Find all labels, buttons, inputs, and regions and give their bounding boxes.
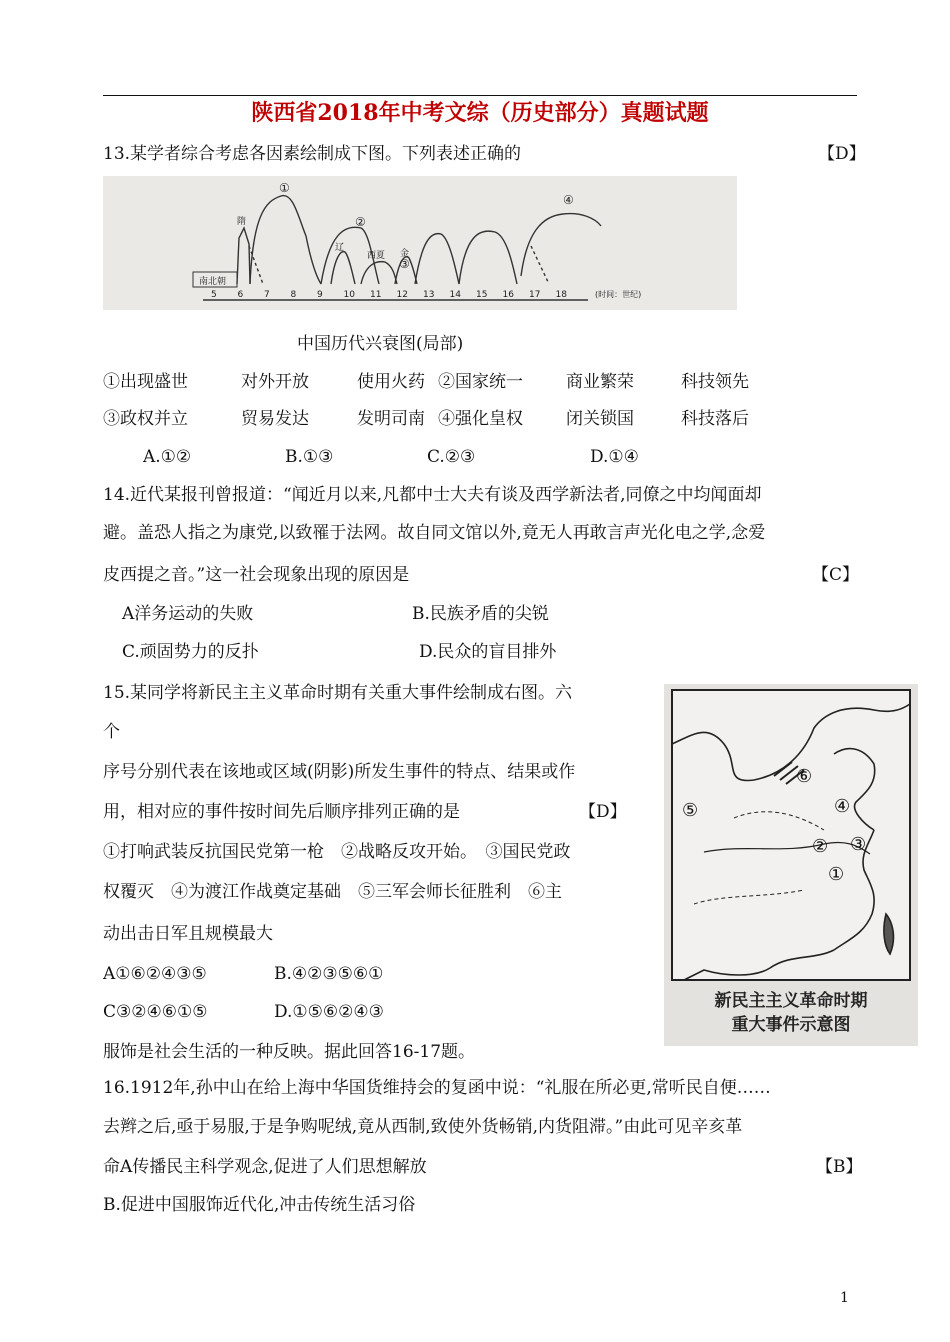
q14-option-b: B.民族矛盾的尖锐 xyxy=(412,604,549,624)
map-marker-1: ① xyxy=(828,864,845,885)
marker-1: ① xyxy=(279,181,290,195)
tang-curve xyxy=(250,196,321,284)
tick-label: 7 xyxy=(264,290,270,300)
page-number: 1 xyxy=(840,1290,849,1306)
q13-option-c: C.②③ xyxy=(427,447,476,467)
tick-label: 5 xyxy=(211,290,217,300)
tick-label: 11 xyxy=(370,290,382,300)
q14-line-1: 14.近代某报刊曾报道：“闻近月以来,凡都中士大夫有谈及西学新法者,同僚之中均闻面却 xyxy=(103,485,762,505)
q15-answer: 【D】 xyxy=(579,802,627,822)
tick-label: 17 xyxy=(529,290,541,300)
marker-3: ③ xyxy=(399,257,410,271)
label-sui: 隋 xyxy=(237,217,247,227)
q13-option-b: B.①③ xyxy=(285,447,334,467)
revolution-map xyxy=(664,684,918,1046)
tick-label: 8 xyxy=(290,290,297,300)
q13-answer: 【D】 xyxy=(818,144,866,164)
q14-line-3: 皮西提之音。”这一社会现象出现的原因是 xyxy=(103,565,410,585)
q13-row1-c5: 商业繁荣 xyxy=(566,372,634,392)
q15-option-b: B.④②③⑤⑥① xyxy=(274,964,384,984)
intro-16-17: 服饰是社会生活的一种反映。据此回答16-17题。 xyxy=(103,1042,476,1062)
tick-label: 12 xyxy=(396,290,408,300)
tick-label: 18 xyxy=(555,290,567,300)
q13-row2-c1: ③政权并立 xyxy=(103,409,188,429)
q16-line-2: 去辫之后,亟于易服,于是争购呢绒,竟从西制,致使外货畅销,内货阻滞。”由此可见辛亥革 xyxy=(103,1117,743,1137)
map-marker-4: ④ xyxy=(834,796,851,817)
label-jin: 金 xyxy=(400,249,410,259)
q13-row2-c4: ④强化皇权 xyxy=(438,409,523,429)
q13-row2-c2: 贸易发达 xyxy=(241,409,309,429)
map-marker-2: ② xyxy=(812,836,829,857)
marker-4: ④ xyxy=(563,193,574,207)
q15-line-3: 序号分别代表在该地或区域(阴影)所发生事件的特点、结果或作 xyxy=(103,762,576,782)
q15-option-a: A①⑥②④③⑤ xyxy=(103,964,207,984)
map-marker-6: ⑥ xyxy=(796,766,813,787)
q13-row2-c6: 科技落后 xyxy=(681,409,749,429)
q14-line-2: 避。盖恐人指之为康党,以致罹于法网。故自同文馆以外,竟无人再敢言声光化电之学,念爱 xyxy=(103,523,766,543)
q13-stem: 13.某学者综合考虑各因素绘制成下图。下列表述正确的 xyxy=(103,144,522,164)
q14-option-c: C.顽固势力的反扑 xyxy=(122,642,259,662)
tick-label: 10 xyxy=(343,290,355,300)
q15-line-4: 用，相对应的事件按时间先后顺序排列正确的是 xyxy=(103,802,460,822)
map-caption-1: 新民主主义革命时期 xyxy=(714,991,868,1011)
tick-label: 15 xyxy=(476,290,488,300)
tick-label: 16 xyxy=(502,290,514,300)
map-marker-5: ⑤ xyxy=(682,800,699,821)
q13-option-a: A.①② xyxy=(143,447,192,467)
map-marker-3: ③ xyxy=(850,834,867,855)
q15-line-7: 动出击日军且规模最大 xyxy=(103,924,273,944)
axis-label: (时间：世纪) xyxy=(595,290,642,299)
q13-option-d: D.①④ xyxy=(590,447,639,467)
rise-fall-chart xyxy=(103,176,737,310)
page-title: 陕西省2018年中考文综（历史部分）真题试题 xyxy=(251,100,709,126)
marker-2: ② xyxy=(355,215,366,229)
q15-line-5: ①打响武装反抗国民党第一枪 ②战略反攻开始。 ③国民党政 xyxy=(103,842,571,862)
tick-label: 13 xyxy=(423,290,435,300)
q16-answer: 【B】 xyxy=(816,1157,863,1177)
q13-row1-c6: 科技领先 xyxy=(681,372,749,392)
q15-option-d: D.①⑤⑥②④③ xyxy=(274,1002,384,1022)
tick-label: 6 xyxy=(237,290,244,300)
q15-option-c: C③②④⑥①⑤ xyxy=(103,1002,208,1022)
q15-line-1: 15.某同学将新民主主义革命时期有关重大事件绘制成右图。六 xyxy=(103,683,573,703)
q15-line-2: 个 xyxy=(103,722,120,742)
q15-line-6: 权覆灭 ④为渡江作战奠定基础 ⑤三军会师长征胜利 ⑥主 xyxy=(103,882,562,902)
q13-row1-c2: 对外开放 xyxy=(241,372,309,392)
q13-row1-c1: ①出现盛世 xyxy=(103,372,188,392)
q13-figure-caption: 中国历代兴衰图(局部) xyxy=(297,334,464,354)
header-rule xyxy=(103,95,857,96)
tick-label: 9 xyxy=(317,290,323,300)
q16-line-3: 命A传播民主科学观念,促进了人们思想解放 xyxy=(103,1157,427,1177)
map-caption-2: 重大事件示意图 xyxy=(731,1015,851,1035)
q16-line-1: 16.1912年,孙中山在给上海中华国货维持会的复函中说：“礼服在所必更,常听民自便…… xyxy=(103,1078,771,1098)
label-nanbeichao: 南北朝 xyxy=(199,277,227,287)
q13-row1-c3: 使用火药 xyxy=(357,372,425,392)
q13-row2-c5: 闭关锁国 xyxy=(566,409,634,429)
tick-label: 14 xyxy=(449,290,461,300)
label-xixia: 西夏 xyxy=(367,251,386,261)
q16-option-b: B.促进中国服饰近代化,冲击传统生活习俗 xyxy=(103,1195,416,1215)
q14-option-d: D.民众的盲目排外 xyxy=(419,642,557,662)
label-liao: 辽 xyxy=(335,243,345,253)
sui-curve xyxy=(237,228,250,284)
q14-option-a: A洋务运动的失败 xyxy=(122,604,254,624)
q13-row1-c4: ②国家统一 xyxy=(438,372,523,392)
q14-answer: 【C】 xyxy=(812,565,860,585)
q13-row2-c3: 发明司南 xyxy=(357,409,425,429)
